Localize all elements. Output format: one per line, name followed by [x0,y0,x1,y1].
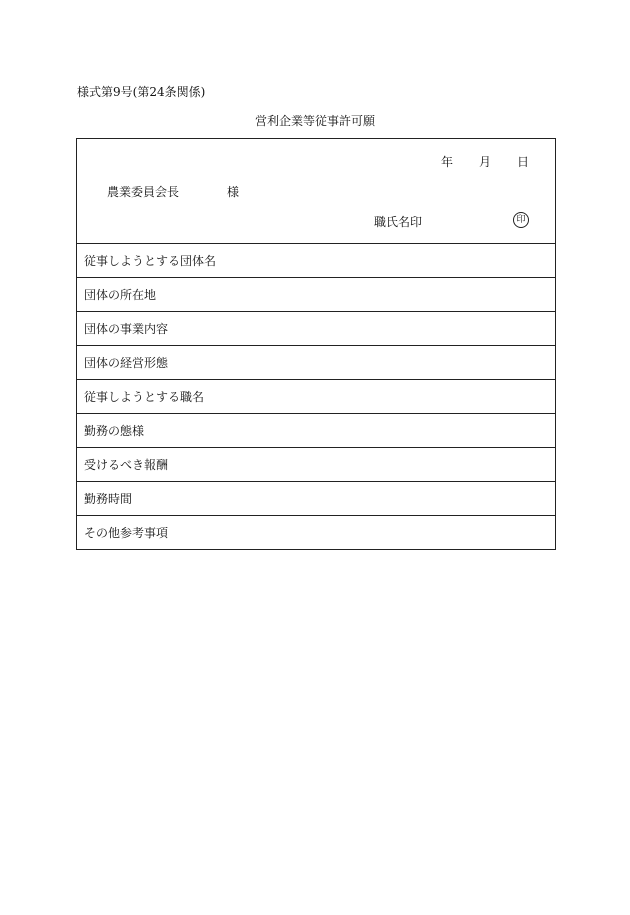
form-number: 様式第9号(第24条関係) [77,85,206,99]
form-row: 団体の経営形態 [77,346,555,380]
application-form-table [76,138,556,550]
form-row: 勤務時間 [77,482,555,516]
applicant-label: 職氏名印 [374,215,423,229]
form-row: その他参考事項 [84,526,169,540]
addressee: 農業委員会長 [107,185,180,199]
seal-icon: 印 [513,212,529,228]
honorific: 様 [227,185,240,199]
form-header-cell [77,139,555,244]
day-label: 日 [516,155,529,169]
form-row: 勤務の態様 [77,414,555,448]
form-row: 従事しようとする団体名 [77,244,555,278]
document-title: 営利企業等従事許可願 [254,114,375,128]
form-row: 団体の所在地 [77,278,555,312]
year-label: 年 [440,155,453,169]
form-row: 受けるべき報酬 [77,448,555,482]
month-label: 月 [478,155,491,169]
date-line [441,154,529,170]
form-row: 従事しようとする職名 [77,380,555,414]
form-row: 団体の事業内容 [77,312,555,346]
